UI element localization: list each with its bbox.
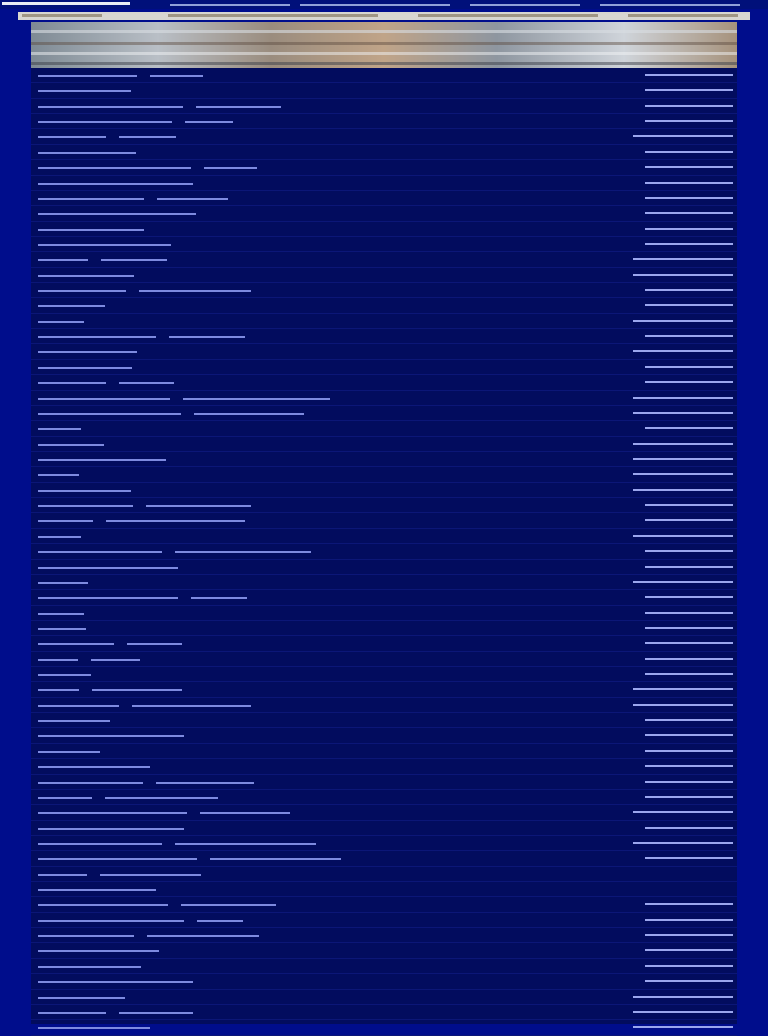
row-link-secondary[interactable] (132, 705, 251, 707)
row-value (633, 1026, 733, 1028)
row-value (645, 919, 733, 921)
row-value (633, 811, 733, 813)
sub-nav-link[interactable] (418, 14, 598, 17)
row-link[interactable] (38, 613, 84, 615)
row-value (645, 796, 733, 798)
list-row[interactable] (31, 222, 737, 237)
row-value (645, 750, 733, 752)
list-row[interactable] (31, 268, 737, 283)
row-link[interactable] (38, 674, 91, 676)
list-row[interactable] (31, 544, 737, 559)
row-link[interactable] (38, 659, 78, 661)
row-link[interactable] (38, 997, 125, 999)
row-value (633, 996, 733, 998)
row-value (645, 965, 733, 967)
list-row[interactable] (31, 145, 737, 160)
row-link[interactable] (38, 597, 178, 599)
row-link[interactable] (38, 490, 131, 492)
list-row[interactable] (31, 698, 737, 713)
row-link[interactable] (38, 643, 114, 645)
list-row[interactable] (31, 1005, 737, 1020)
row-link-secondary[interactable] (139, 290, 251, 292)
list-row[interactable] (31, 897, 737, 912)
row-link-secondary[interactable] (146, 505, 251, 507)
row-link[interactable] (38, 950, 159, 952)
row-value (645, 596, 733, 598)
row-value (645, 566, 733, 568)
row-link[interactable] (38, 705, 119, 707)
row-link-secondary[interactable] (196, 106, 281, 108)
list-row[interactable] (31, 298, 737, 313)
top-nav-link[interactable] (300, 4, 450, 6)
row-link-secondary[interactable] (100, 874, 201, 876)
top-nav-bar[interactable] (0, 0, 768, 9)
list-row[interactable] (31, 160, 737, 175)
top-nav-link[interactable] (2, 2, 130, 5)
row-link[interactable] (38, 582, 88, 584)
row-link[interactable] (38, 75, 137, 77)
row-value (645, 734, 733, 736)
row-value (645, 642, 733, 644)
row-value (645, 105, 733, 107)
list-row[interactable] (31, 759, 737, 774)
row-link-secondary[interactable] (183, 398, 330, 400)
list-row[interactable] (31, 529, 737, 544)
row-value (645, 166, 733, 168)
list-row[interactable] (31, 990, 737, 1005)
list-row[interactable] (31, 682, 737, 697)
list-row[interactable] (31, 206, 737, 221)
row-value (645, 903, 733, 905)
row-link[interactable] (38, 90, 131, 92)
list-row[interactable] (31, 314, 737, 329)
list-row[interactable] (31, 713, 737, 728)
row-link[interactable] (38, 766, 150, 768)
row-link-secondary[interactable] (119, 1012, 193, 1014)
row-value (633, 581, 733, 583)
list-row[interactable] (31, 406, 737, 421)
row-link[interactable] (38, 843, 162, 845)
row-link[interactable] (38, 459, 166, 461)
top-nav-link[interactable] (470, 4, 580, 6)
row-link[interactable] (38, 367, 132, 369)
list-row[interactable] (31, 129, 737, 144)
row-value (645, 627, 733, 629)
list-row[interactable] (31, 836, 737, 851)
row-value (633, 274, 733, 276)
list-row[interactable] (31, 483, 737, 498)
row-value (645, 673, 733, 675)
list-row[interactable] (31, 437, 737, 452)
row-link-secondary[interactable] (185, 121, 233, 123)
row-link[interactable] (38, 1012, 106, 1014)
row-value (633, 489, 733, 491)
row-link[interactable] (38, 920, 184, 922)
row-link[interactable] (38, 874, 87, 876)
row-link-secondary[interactable] (105, 797, 218, 799)
row-link[interactable] (38, 305, 105, 307)
list-row[interactable] (31, 252, 737, 267)
list-row[interactable] (31, 790, 737, 805)
row-link[interactable] (38, 567, 178, 569)
row-link-secondary[interactable] (156, 782, 254, 784)
row-link[interactable] (38, 244, 171, 246)
row-value (633, 704, 733, 706)
row-link[interactable] (38, 782, 143, 784)
row-value (645, 304, 733, 306)
row-link[interactable] (38, 904, 168, 906)
list-row[interactable] (31, 344, 737, 359)
row-value (633, 258, 733, 260)
content-frame (31, 22, 737, 1024)
row-link-secondary[interactable] (150, 75, 203, 77)
row-value (633, 397, 733, 399)
row-link[interactable] (38, 797, 92, 799)
row-link[interactable] (38, 121, 172, 123)
list-row[interactable] (31, 974, 737, 989)
row-value (633, 535, 733, 537)
row-link-secondary[interactable] (191, 597, 247, 599)
list-row[interactable] (31, 176, 737, 191)
row-link[interactable] (38, 136, 106, 138)
list-row[interactable] (31, 775, 737, 790)
row-value (645, 550, 733, 552)
sub-nav-link[interactable] (168, 14, 378, 17)
row-value (645, 120, 733, 122)
list-row[interactable] (31, 421, 737, 436)
sub-nav-link[interactable] (22, 14, 102, 17)
row-link[interactable] (38, 152, 136, 154)
row-value (645, 519, 733, 521)
row-link[interactable] (38, 183, 193, 185)
list-row[interactable] (31, 744, 737, 759)
row-link[interactable] (38, 889, 156, 891)
row-link[interactable] (38, 735, 184, 737)
list-row[interactable] (31, 467, 737, 482)
row-value (645, 658, 733, 660)
row-link[interactable] (38, 828, 184, 830)
list-row[interactable] (31, 375, 737, 390)
row-link-secondary[interactable] (197, 920, 243, 922)
row-link[interactable] (38, 106, 183, 108)
list-row[interactable] (31, 391, 737, 406)
list-row[interactable] (31, 360, 737, 375)
row-link-secondary[interactable] (157, 198, 228, 200)
row-value (645, 827, 733, 829)
row-link[interactable] (38, 689, 79, 691)
list-row[interactable] (31, 943, 737, 958)
row-link[interactable] (38, 336, 156, 338)
row-value (645, 381, 733, 383)
row-link[interactable] (38, 382, 106, 384)
list-row[interactable] (31, 667, 737, 682)
row-link-secondary[interactable] (119, 382, 174, 384)
row-link[interactable] (38, 720, 110, 722)
row-link-secondary[interactable] (204, 167, 257, 169)
row-link[interactable] (38, 551, 162, 553)
row-value (645, 243, 733, 245)
row-link[interactable] (38, 198, 144, 200)
row-link[interactable] (38, 321, 84, 323)
row-link-secondary[interactable] (175, 843, 316, 845)
row-link-secondary[interactable] (91, 659, 140, 661)
list-row[interactable] (31, 913, 737, 928)
row-link[interactable] (38, 1027, 150, 1029)
top-nav-link[interactable] (170, 4, 290, 6)
row-value (645, 980, 733, 982)
list-row[interactable] (31, 191, 737, 206)
row-link[interactable] (38, 167, 191, 169)
row-link[interactable] (38, 505, 133, 507)
list-row[interactable] (31, 498, 737, 513)
row-link-secondary[interactable] (181, 904, 276, 906)
top-nav-link[interactable] (600, 4, 740, 6)
row-value (633, 412, 733, 414)
row-link[interactable] (38, 520, 93, 522)
row-value (645, 781, 733, 783)
row-link[interactable] (38, 428, 81, 430)
row-value (645, 212, 733, 214)
row-value (633, 1011, 733, 1013)
row-value (645, 151, 733, 153)
list-row[interactable] (31, 513, 737, 528)
row-value (645, 228, 733, 230)
list-row[interactable] (31, 821, 737, 836)
row-link-secondary[interactable] (119, 136, 176, 138)
list-row[interactable] (31, 114, 737, 129)
row-value (645, 427, 733, 429)
row-link[interactable] (38, 858, 197, 860)
row-value (645, 612, 733, 614)
row-value (633, 350, 733, 352)
row-link[interactable] (38, 935, 134, 937)
list-row[interactable] (31, 560, 737, 575)
row-value (645, 89, 733, 91)
row-link-secondary[interactable] (147, 935, 259, 937)
row-link-secondary[interactable] (175, 551, 311, 553)
row-link-secondary[interactable] (127, 643, 182, 645)
list-row[interactable] (31, 928, 737, 943)
list-row[interactable] (31, 805, 737, 820)
row-link[interactable] (38, 751, 100, 753)
row-link-secondary[interactable] (92, 689, 182, 691)
row-value (645, 934, 733, 936)
row-value (633, 458, 733, 460)
row-link[interactable] (38, 628, 86, 630)
list-row[interactable] (31, 452, 737, 467)
row-link-secondary[interactable] (200, 812, 290, 814)
row-value (645, 857, 733, 859)
list-row[interactable] (31, 83, 737, 98)
row-value (645, 504, 733, 506)
row-link[interactable] (38, 966, 141, 968)
list-row[interactable] (31, 728, 737, 743)
list-row[interactable] (31, 959, 737, 974)
row-link[interactable] (38, 398, 170, 400)
list-row[interactable] (31, 636, 737, 651)
row-link[interactable] (38, 351, 137, 353)
list-row[interactable] (31, 329, 737, 344)
row-value (645, 74, 733, 76)
sub-nav-link[interactable] (628, 14, 738, 17)
list-row[interactable] (31, 590, 737, 605)
row-value (633, 443, 733, 445)
row-value (645, 765, 733, 767)
row-value (633, 842, 733, 844)
list-row[interactable] (31, 99, 737, 114)
list-row[interactable] (31, 851, 737, 866)
row-link[interactable] (38, 444, 104, 446)
row-value (645, 719, 733, 721)
row-link[interactable] (38, 812, 187, 814)
banner-image (31, 22, 737, 68)
row-link[interactable] (38, 275, 134, 277)
sub-nav-bar[interactable] (18, 12, 750, 20)
row-value (633, 688, 733, 690)
row-value (633, 135, 733, 137)
row-link[interactable] (38, 413, 181, 415)
row-value (633, 473, 733, 475)
row-link-secondary[interactable] (194, 413, 304, 415)
list-row[interactable] (31, 283, 737, 298)
row-value (645, 197, 733, 199)
row-link[interactable] (38, 474, 79, 476)
row-value (645, 949, 733, 951)
list-row[interactable] (31, 575, 737, 590)
list-row[interactable] (31, 237, 737, 252)
row-value (645, 335, 733, 337)
list-row[interactable] (31, 621, 737, 636)
row-link[interactable] (38, 290, 126, 292)
row-value (633, 320, 733, 322)
list-row[interactable] (31, 606, 737, 621)
row-link[interactable] (38, 229, 144, 231)
list-row[interactable] (31, 1020, 737, 1035)
row-link-secondary[interactable] (106, 520, 245, 522)
row-link[interactable] (38, 981, 193, 983)
link-list (31, 68, 737, 1036)
row-link-secondary[interactable] (101, 259, 167, 261)
row-value (645, 289, 733, 291)
row-link[interactable] (38, 259, 88, 261)
row-value (645, 366, 733, 368)
list-row[interactable] (31, 867, 737, 882)
row-link-secondary[interactable] (210, 858, 341, 860)
list-row[interactable] (31, 652, 737, 667)
row-link[interactable] (38, 536, 81, 538)
list-row[interactable] (31, 68, 737, 83)
row-link-secondary[interactable] (169, 336, 245, 338)
list-row[interactable] (31, 882, 737, 897)
row-link[interactable] (38, 213, 196, 215)
row-value (645, 182, 733, 184)
